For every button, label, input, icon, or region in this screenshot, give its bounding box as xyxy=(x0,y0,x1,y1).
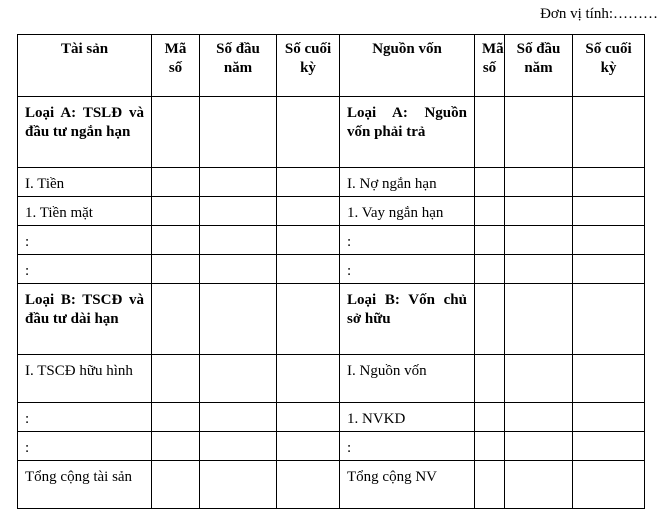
source-name-cell: : xyxy=(340,255,475,284)
source-code-cell xyxy=(475,403,505,432)
asset-begin-cell xyxy=(200,197,277,226)
source-begin-cell xyxy=(505,168,573,197)
asset-begin-cell xyxy=(200,255,277,284)
source-name-cell: 1. Vay ngắn hạn xyxy=(340,197,475,226)
source-code-cell xyxy=(475,355,505,403)
header-asset-code: Mã số xyxy=(152,35,200,97)
source-end-cell xyxy=(573,226,645,255)
source-name-cell: : xyxy=(340,432,475,461)
source-begin-cell xyxy=(505,461,573,509)
asset-begin-cell xyxy=(200,461,277,509)
asset-code-cell xyxy=(152,197,200,226)
source-begin-cell xyxy=(505,432,573,461)
source-name-cell: Loại B: Vốn chủ sở hữu xyxy=(340,284,475,355)
asset-begin-cell xyxy=(200,168,277,197)
source-end-cell xyxy=(573,284,645,355)
table-row xyxy=(18,168,645,197)
asset-end-cell xyxy=(277,168,340,197)
source-code-cell xyxy=(475,168,505,197)
source-end-cell xyxy=(573,403,645,432)
asset-name-cell: : xyxy=(18,226,152,255)
asset-begin-cell xyxy=(200,355,277,403)
asset-begin-cell xyxy=(200,403,277,432)
header-source-begin: Số đầu năm xyxy=(505,35,573,97)
header-source-end: Số cuối kỳ xyxy=(573,35,645,97)
source-end-cell xyxy=(573,255,645,284)
asset-name-cell: Loại B: TSCĐ và đầu tư dài hạn xyxy=(18,284,152,355)
source-end-cell xyxy=(573,197,645,226)
asset-code-cell xyxy=(152,255,200,284)
asset-name-cell: Loại A: TSLĐ và đầu tư ngắn hạn xyxy=(18,97,152,168)
balance-sheet-table xyxy=(17,34,645,509)
source-name-cell: I. Nợ ngắn hạn xyxy=(340,168,475,197)
asset-end-cell xyxy=(277,284,340,355)
asset-code-cell xyxy=(152,97,200,168)
asset-name-cell: Tổng cộng tài sản xyxy=(18,461,152,509)
asset-name-cell: : xyxy=(18,403,152,432)
asset-end-cell xyxy=(277,226,340,255)
asset-name-cell: I. Tiền xyxy=(18,168,152,197)
source-end-cell xyxy=(573,432,645,461)
asset-end-cell xyxy=(277,97,340,168)
header-source-code: Mã số xyxy=(475,35,505,97)
source-end-cell xyxy=(573,355,645,403)
asset-code-cell xyxy=(152,461,200,509)
asset-begin-cell xyxy=(200,97,277,168)
asset-code-cell xyxy=(152,226,200,255)
header-sources: Nguồn vốn xyxy=(340,35,475,97)
asset-begin-cell xyxy=(200,226,277,255)
table-row xyxy=(18,284,645,355)
table-row xyxy=(18,197,645,226)
source-code-cell xyxy=(475,226,505,255)
source-name-cell: Loại A: Nguồn vốn phải trả xyxy=(340,97,475,168)
table-row xyxy=(18,461,645,509)
asset-begin-cell xyxy=(200,432,277,461)
source-end-cell xyxy=(573,461,645,509)
table-row xyxy=(18,403,645,432)
source-code-cell xyxy=(475,255,505,284)
source-end-cell xyxy=(573,97,645,168)
asset-end-cell xyxy=(277,461,340,509)
asset-end-cell xyxy=(277,255,340,284)
source-name-cell: : xyxy=(340,226,475,255)
source-begin-cell xyxy=(505,97,573,168)
source-begin-cell xyxy=(505,355,573,403)
source-begin-cell xyxy=(505,403,573,432)
asset-end-cell xyxy=(277,197,340,226)
asset-code-cell xyxy=(152,168,200,197)
source-code-cell xyxy=(475,432,505,461)
asset-name-cell: I. TSCĐ hữu hình xyxy=(18,355,152,403)
table-row xyxy=(18,226,645,255)
source-begin-cell xyxy=(505,197,573,226)
asset-end-cell xyxy=(277,403,340,432)
table-row xyxy=(18,355,645,403)
asset-begin-cell xyxy=(200,284,277,355)
header-assets: Tài sản xyxy=(18,35,152,97)
asset-code-cell xyxy=(152,432,200,461)
source-begin-cell xyxy=(505,226,573,255)
table-row xyxy=(18,255,645,284)
asset-end-cell xyxy=(277,355,340,403)
unit-label: Đơn vị tính:……… xyxy=(540,6,658,22)
header-row xyxy=(18,35,645,97)
source-name-cell: 1. NVKD xyxy=(340,403,475,432)
source-end-cell xyxy=(573,168,645,197)
source-begin-cell xyxy=(505,255,573,284)
source-begin-cell xyxy=(505,284,573,355)
header-asset-end: Số cuối kỳ xyxy=(277,35,340,97)
table-row xyxy=(18,432,645,461)
source-code-cell xyxy=(475,97,505,168)
asset-name-cell: 1. Tiền mặt xyxy=(18,197,152,226)
table-row xyxy=(18,97,645,168)
source-name-cell: I. Nguồn vốn xyxy=(340,355,475,403)
asset-code-cell xyxy=(152,284,200,355)
source-code-cell xyxy=(475,284,505,355)
asset-name-cell: : xyxy=(18,255,152,284)
asset-name-cell: : xyxy=(18,432,152,461)
asset-end-cell xyxy=(277,432,340,461)
source-name-cell: Tổng cộng NV xyxy=(340,461,475,509)
asset-code-cell xyxy=(152,355,200,403)
header-asset-begin: Số đầu năm xyxy=(200,35,277,97)
source-code-cell xyxy=(475,461,505,509)
asset-code-cell xyxy=(152,403,200,432)
source-code-cell xyxy=(475,197,505,226)
